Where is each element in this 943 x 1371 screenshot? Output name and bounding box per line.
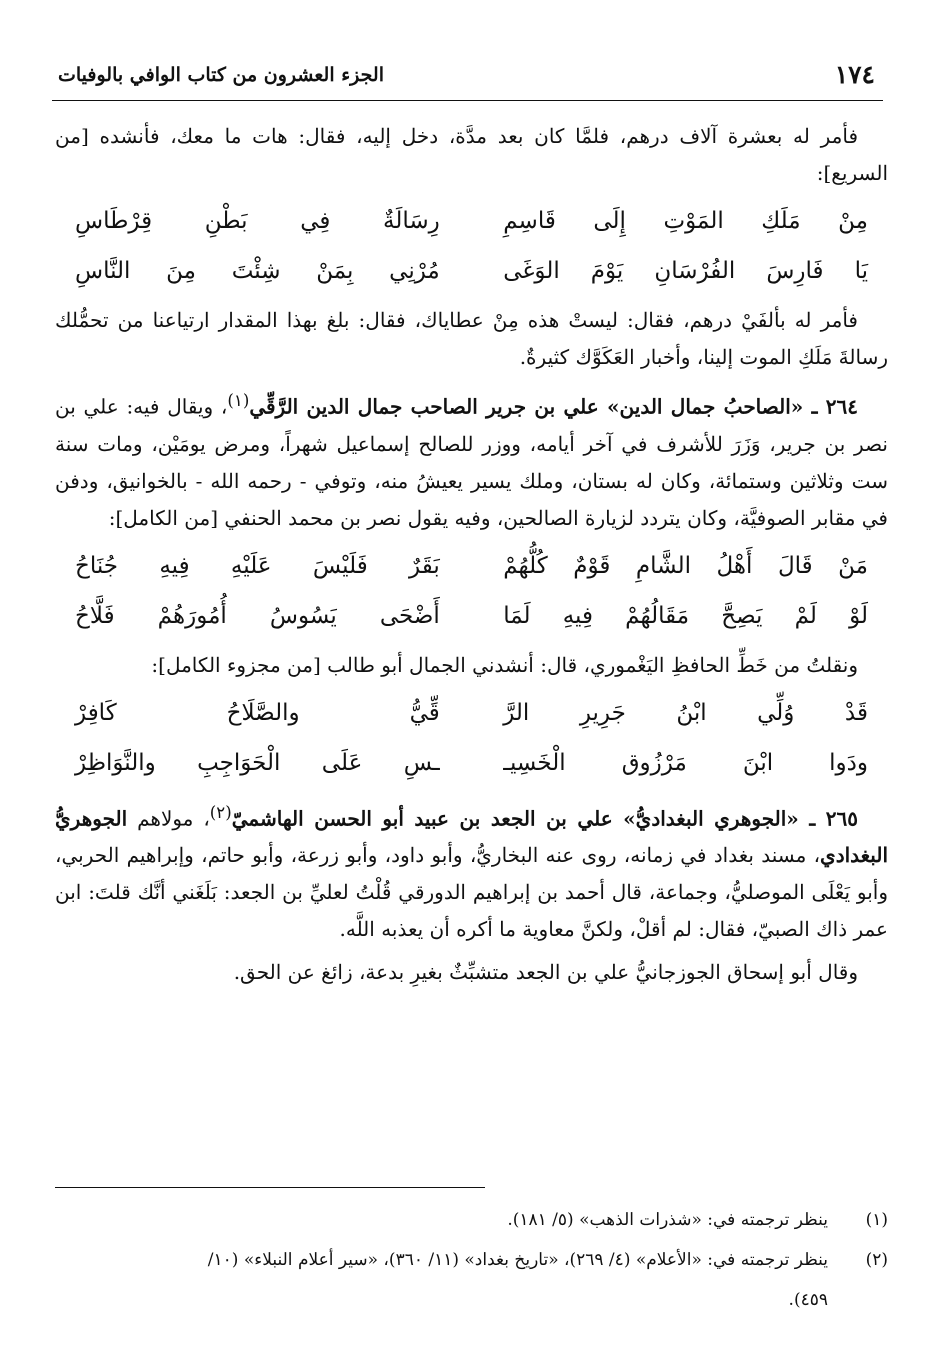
entry-text: ، مولاهم (127, 806, 210, 831)
footnote (55, 1240, 888, 1320)
verse-hemistich: أَضْحَى يَسُوسُ أُمُورَهُمْ فَلَّاحُ (75, 602, 440, 629)
poem-block (55, 688, 888, 788)
poem-verse (55, 591, 888, 641)
verse-hemistich: قِّيُّ والصَّلَاحُ كَافِرْ (75, 699, 440, 726)
verse-hemistich: بَقَرٌ فَلَيْسَ عَلَيْهِ فِيهِ جُنَاحُ (75, 552, 440, 579)
footnote-ref: (١) (227, 391, 250, 410)
poem-block (55, 196, 888, 296)
entry-heading: ٢٦٥ ـ «الجوهري البغداديُّ» علي بن الجعد بن عبيد أبو الحسن الهاشميّ (231, 806, 858, 831)
verse-hemistich: يَا فَارِسَ الفُرْسَانِ يَوْمَ الوَغَى (503, 258, 868, 284)
footnote-ref: (٢) (209, 802, 232, 822)
verse-hemistich: ودَوا ابْنَ مَرْزُوق الْخَسِيـ (503, 749, 868, 776)
page-header (52, 60, 883, 101)
entry-heading: ٢٦٤ ـ «الصاحبُ جمال الدين» علي بن جرير الصاحب جمال الدين الرَّقِّي (249, 394, 858, 419)
footnotes (55, 1200, 888, 1320)
footnote (55, 1200, 888, 1240)
verse-hemistich: مُرْنِي بِمَنْ شِئْتَ مِنَ النَّاسِ (75, 258, 440, 284)
verse-hemistich: ـسِ عَلَى الْحَوَاجِبِ والنَّوَاظِرْ (75, 749, 440, 776)
biography-entry (55, 794, 888, 949)
footnote-number: (٢) (865, 1250, 888, 1270)
poem-block (55, 541, 888, 641)
verse-hemistich: مَنْ قَالَ أَهْلُ الشَّامِ قَوْمٌ كُلُّهُمْ (503, 552, 868, 579)
poem-verse (55, 688, 888, 738)
page-number: ١٧٤ (834, 60, 875, 89)
biography-entry (55, 382, 888, 537)
footnote-text (55, 1200, 828, 1240)
verse-hemistich: قَدْ وُلِّي ابْنُ جَرِيرِ الرَّ (503, 699, 868, 726)
paragraph: فأمر له بألفَيْ درهم، فقال: ليستْ هذه مِنْ عطاياك، فقال: بلغ بهذا المقدار ارتياعنا من تحمُّلك رسالةَ مَلَكِ الموت إلينا، وأخبار العَكَوَّك كثيرةٌ. (55, 308, 888, 369)
paragraph: وقال أبو إسحاق الجوزجانيُّ علي بن الجعد متشبِّثٌ بغيرِ بدعة، زائغ عن الحق. (233, 960, 858, 985)
poem-verse (55, 246, 888, 296)
verse-hemistich: مِنْ مَلَكِ المَوْتِ إِلَى قَاسِمِ (503, 208, 868, 234)
poem-verse (55, 541, 888, 591)
poem-verse (55, 196, 888, 246)
verse-hemistich: لَوْ لَمْ يَصِحَّ مَقَالُهُمْ فِيهِ لَمَا (503, 602, 868, 629)
verse-hemistich: رِسَالَةٌ فِي بَطْنِ قِرْطَاسِ (75, 208, 440, 234)
paragraph: فأمر له بعشرة آلاف درهم، فلمَّا كان بعد مدَّة، دخل إليه، فقال: هات ما معك، فأنشده [من السريع]: (55, 124, 888, 185)
footnote-line: ٤٥٩). (788, 1290, 828, 1310)
footnote-line: ينظر ترجمته في: «شذرات الذهب» (٥/ ١٨١). (507, 1210, 828, 1230)
entry-text: ، مسند بغداد في زمانه، روى عنه البخاريُّ، وأبو داود، وأبو زرعة، وأبو حاتم، وإبراهيم الحربي، وأبو يَعْلَى الموصليُّ، وجماعة، قال أحمد بن إبراهيم الدورقي قُلْتُ لعليِّ بن الجعد: بَلَغَني أنَّك قلتَ: ابن عمر ذاك الصبيّ، فقال: لم أقلْ، ولكنَّ معاوية ما أكره أن يعذبه اللَّه. (55, 843, 888, 942)
running-title: الجزء العشرون من كتاب الوافي بالوفيات (58, 64, 384, 86)
paragraph: ونقلتُ من خَطِّ الحافظِ اليَغْموري، قال: أنشدني الجمال أبو طالب [من مجزوء الكامل]: (151, 652, 858, 677)
poem-verse (55, 738, 888, 788)
footnote-separator (55, 1187, 485, 1188)
footnote-text (55, 1240, 828, 1320)
entry-nisba: الجوهريُّ البغدادي (55, 806, 888, 868)
footnote-number: (١) (865, 1210, 888, 1230)
footnote-line: ينظر ترجمته في: «الأعلام» (٤/ ٢٦٩)، «تاريخ بغداد» (١١/ ٣٦٠)، «سير أعلام النبلاء» (١٠/ (207, 1250, 828, 1270)
entry-text: ، ويقال فيه: علي بن نصر بن جرير، وَزَرَ للأشرف في آخر أيامه، ووزر للصالح إسماعيل شهراً، ومرض يومَيْن، ومات سنة ست وثلاثين وستمائة، وكان له بستان، وملك يسير يعيشُ منه، وتوفي - رحمه الله - بالخوانيق، ودفن في مقابر الصوفيَّة، وكان يتردد لزيارة الصالحين، وفيه يقول نصر بن محمد الحنفي [من الكامل]: (55, 394, 888, 530)
main-text (55, 118, 888, 991)
